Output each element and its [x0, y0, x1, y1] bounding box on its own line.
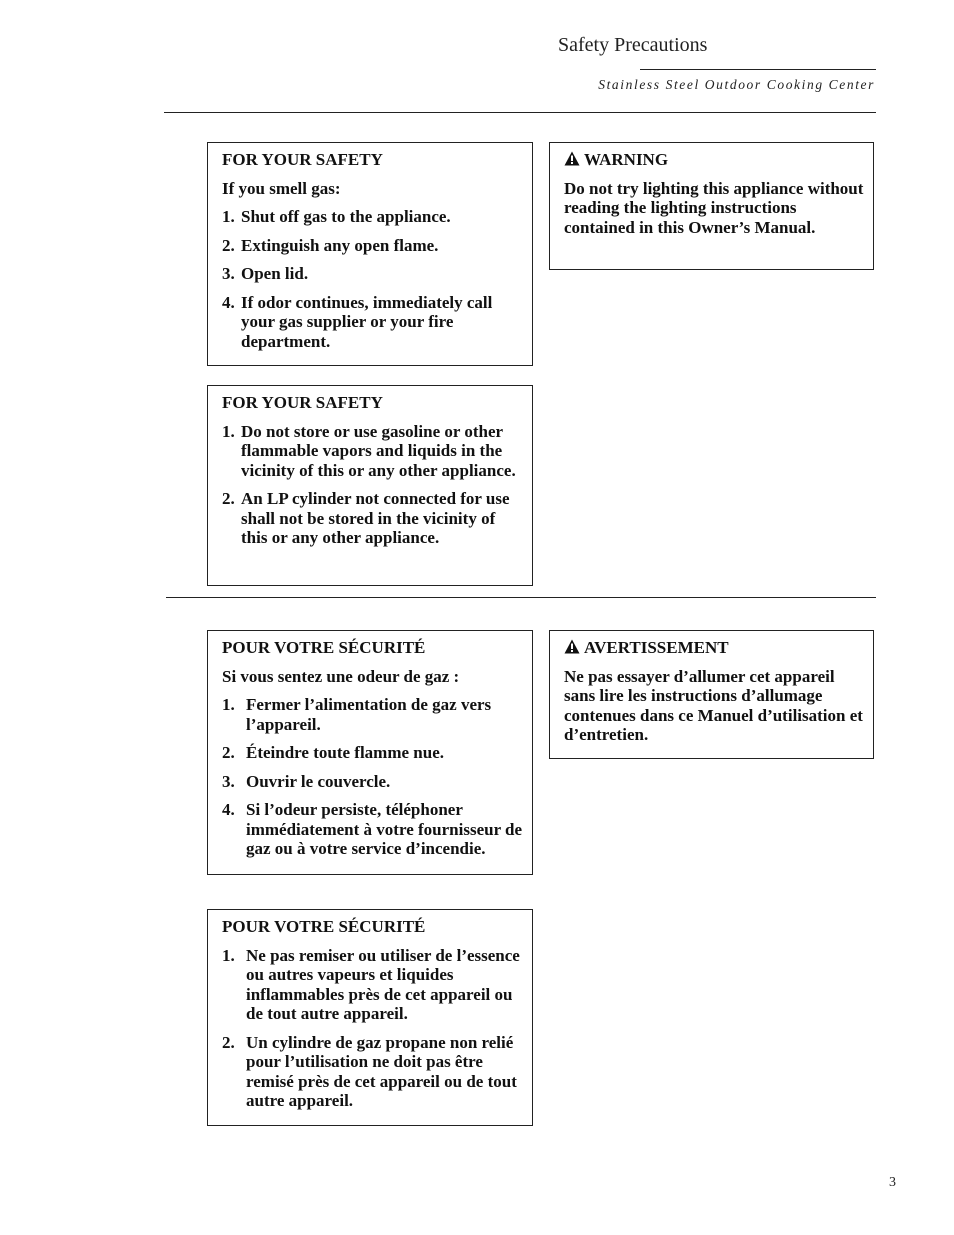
- warning-triangle-icon: [564, 639, 580, 654]
- list-item-number: 4.: [222, 292, 235, 312]
- list-item-text: Éteindre toute flamme nue.: [246, 743, 444, 762]
- warning-heading: [564, 638, 865, 658]
- list-item: [222, 489, 524, 548]
- list-item: [222, 264, 524, 284]
- list-item-number: 2.: [222, 235, 235, 255]
- warning-box-en: [549, 142, 874, 270]
- warning-heading: [564, 150, 865, 170]
- list-item: [222, 207, 524, 227]
- safety-box-gas-smell-fr: [207, 630, 533, 875]
- list-item-number: 3.: [222, 771, 235, 791]
- section-divider: [166, 597, 876, 598]
- warning-body: Ne pas essayer d’allumer cet appareil sans lire les instructions d’allumage contenues dans ce Manuel d’utilisation et d’entretien.: [564, 666, 863, 744]
- box-intro: Si vous sentez une odeur de gaz :: [222, 666, 460, 686]
- list-item-number: 3.: [222, 264, 235, 283]
- box-intro: If you smell gas:: [222, 178, 341, 198]
- warning-body: Do not try lighting this appliance without reading the lighting instructions contained in this Owner’s Manual.: [564, 178, 864, 237]
- list-item-number: 4.: [222, 800, 235, 819]
- warning-heading-text: AVERTISSEMENT: [584, 638, 729, 657]
- list-item-text: Un cylindre de gaz propane non relié pour l’utilisation ne doit pas être remisé près de cet appareil ou de tout autre appareil.: [246, 1032, 517, 1110]
- list-item-number: 1.: [222, 207, 235, 226]
- instruction-list: [222, 695, 524, 859]
- warning-heading-text: WARNING: [584, 150, 669, 169]
- list-item-text: Fermer l’alimentation de gaz vers l’appareil.: [246, 695, 492, 734]
- list-item-number: 1.: [222, 421, 235, 441]
- list-item-number: 2.: [222, 743, 235, 762]
- page-number: 3: [889, 1175, 896, 1190]
- list-item: [222, 772, 524, 792]
- list-item-number: 1.: [222, 945, 235, 965]
- list-item-text: Ouvrir le couvercle.: [246, 771, 391, 791]
- safety-box-storage-fr: [207, 909, 533, 1126]
- list-item: [222, 293, 524, 352]
- list-item: [222, 236, 524, 256]
- instruction-list: [222, 422, 524, 548]
- list-item-text: Ne pas remiser ou utiliser de l’essence ou autres vapeurs et liquides inflammables près de cet appareil ou de tout autre appareil.: [246, 945, 520, 1023]
- warning-triangle-icon: [564, 151, 580, 166]
- list-item: [222, 1033, 524, 1111]
- list-item: [222, 946, 524, 1024]
- list-item-text: Si l’odeur persiste, téléphoner immédiatement à votre fournisseur de gaz ou à votre service d’incendie.: [246, 800, 523, 858]
- box-heading: FOR YOUR SAFETY: [222, 150, 383, 169]
- list-item: [222, 695, 524, 734]
- safety-box-storage-en: [207, 385, 533, 586]
- list-item: [222, 422, 524, 481]
- section-title: Safety Precautions: [558, 34, 708, 56]
- list-item: [222, 800, 524, 859]
- list-item-text: If odor continues, immediately call your gas supplier or your fire department.: [241, 292, 493, 351]
- list-item-text: An LP cylinder not connected for use shall not be stored in the vicinity of this or any other appliance.: [241, 489, 510, 547]
- list-item-number: 2.: [222, 489, 235, 508]
- list-item-text: Open lid.: [241, 264, 309, 283]
- box-heading: POUR VOTRE SÉCURITÉ: [222, 917, 426, 936]
- box-heading: FOR YOUR SAFETY: [222, 393, 383, 412]
- instruction-list: [222, 207, 524, 351]
- list-item-number: 1.: [222, 695, 235, 714]
- list-item-text: Do not store or use gasoline or other flammable vapors and liquids in the vicinity of this or any other appliance.: [241, 421, 516, 480]
- list-item: [222, 743, 524, 763]
- top-divider: [164, 112, 876, 113]
- list-item-text: Shut off gas to the appliance.: [241, 207, 451, 226]
- instruction-list: [222, 946, 524, 1111]
- product-name: Stainless Steel Outdoor Cooking Center: [598, 77, 875, 92]
- safety-box-gas-smell-en: [207, 142, 533, 366]
- header-rule: [640, 69, 876, 70]
- box-heading: POUR VOTRE SÉCURITÉ: [222, 638, 426, 657]
- list-item-text: Extinguish any open flame.: [241, 235, 439, 255]
- warning-box-fr: [549, 630, 874, 759]
- list-item-number: 2.: [222, 1032, 235, 1052]
